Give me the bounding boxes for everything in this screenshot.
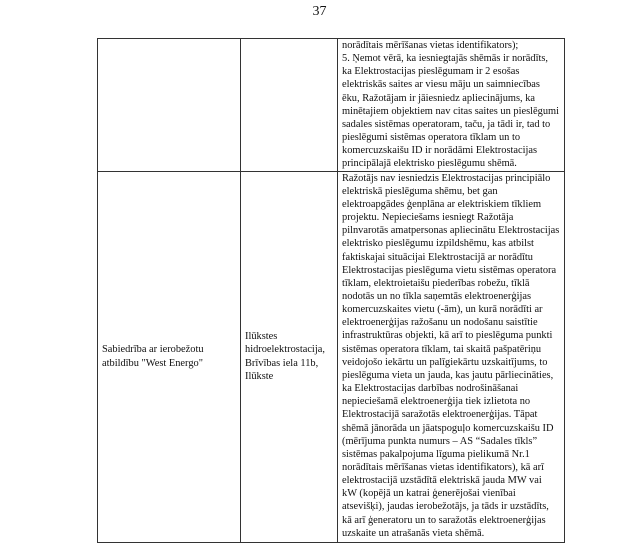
text-line: sadales sistēmas operatoram, taču, ja tādi ir, tad to bbox=[342, 118, 551, 130]
text-line: principālajā elektrisko pieslēgumu shēmā. bbox=[342, 158, 517, 170]
table-row bbox=[98, 39, 565, 172]
text-line: (mērījuma punkta numurs – AS “Sadales tīkls” bbox=[342, 435, 538, 447]
text-line: minētajiem objektiem nav citas saites un pieslēgumi bbox=[342, 105, 559, 117]
text-line: 5. Ņemot vērā, ka iesniegtajās shēmās ir norādīts, bbox=[342, 53, 549, 65]
text-line: elektriskā pieslēguma shēmu, bet gan bbox=[342, 185, 498, 197]
text-line: sistēmas operatora tīklam, tai skaitā pašpatēriņu bbox=[342, 343, 542, 355]
text-line: nepieciešamā elektroenerģija tiek izlietota no bbox=[342, 396, 531, 408]
text-line: norādītais mērīšanas vietas identifikators), kā arī bbox=[342, 462, 544, 473]
text-line: uzskaite un atrašanās vieta shēmā. bbox=[342, 527, 485, 539]
description-cell bbox=[338, 171, 565, 542]
text-line: elektroenerģijas ražošanu un nodošanu saistītie bbox=[342, 317, 538, 329]
text-line: veidojošo iekārtu un palīgiekārtu uzskaitījums, to bbox=[342, 356, 548, 368]
location-line: Ilūkste bbox=[245, 370, 274, 382]
text-line: elektrostacijā uzstādītā elektriskā jauda MW vai bbox=[342, 475, 542, 487]
text-line: pilnvarotās amatpersonas apliecinātu Elektrostacijas bbox=[342, 225, 560, 237]
entity-cell bbox=[98, 39, 241, 172]
text-line: tīklam, elektroietaišu piederības robežu, tīklā bbox=[342, 277, 530, 289]
text-line: ēku, Ražotājam ir jāiesniedz apliecinājums, ka bbox=[342, 92, 536, 104]
text-line: komercuzskaites vietu (-ām), un kurā norādīti ar bbox=[342, 304, 543, 316]
text-line: ka Elektrostacijas pieslēgumam ir 2 esošas bbox=[342, 66, 520, 78]
text-line: nodotās un no tīkla saņemtās elektroenerģijas bbox=[342, 290, 531, 302]
text-line: elektrisko pieslēgumu izpildshēmu, kas atbilst bbox=[342, 238, 534, 250]
text-line: faktiskajai situācijai Elektrostacijā ar norādītu bbox=[342, 251, 533, 263]
text-line: elektriskās saites ar viesu māju un saimniecības bbox=[342, 79, 540, 91]
text-line: atsevišķi), jaudas ierobežotājs, ja tāds ir uzstādīts, bbox=[342, 501, 549, 513]
location-line: Ilūkstes bbox=[245, 331, 278, 343]
location-line: Brīvības iela 11b, bbox=[245, 357, 319, 369]
entity-cell bbox=[98, 171, 241, 542]
text-line: ka Elektrostacijas darbības nodrošināšanai bbox=[342, 383, 519, 395]
page-number: 37 bbox=[312, 4, 327, 19]
text-line: infrastruktūras objekti, kā arī to pieslēguma punkti bbox=[342, 330, 553, 342]
text-line: kW (kopējā un katrai ģenerējošai vienībai bbox=[342, 488, 516, 500]
text-line: Elektrostacijā saražotās elektroenerģijas. Tāpat bbox=[342, 409, 538, 421]
text-line: kā arī ģeneratoru un to saražotās elektroenerģijas bbox=[342, 514, 546, 526]
text-line: norādītais mērīšanas vietas identifikators); bbox=[342, 40, 519, 51]
text-line: pieslēguma vieta un jauda, kas jautu pārliecināties, bbox=[342, 369, 554, 381]
text-line: pieslēgumi sistēmas operatora tīklam un to bbox=[342, 132, 521, 144]
entity-name: Sabiedrība ar ierobežotu atbildību "West Energo" bbox=[102, 344, 204, 369]
text-line: Ražotājs nav iesniedzis Elektrostacijas principiālo bbox=[342, 172, 551, 184]
text-line: elektroapgādes ģenplāna ar elektriskiem tīkliem bbox=[342, 198, 542, 210]
location-cell bbox=[241, 39, 338, 172]
text-line: sistēmas pakalpojuma līguma pielikumā Nr.1 bbox=[342, 448, 530, 460]
location-cell bbox=[241, 171, 338, 542]
decision-table bbox=[97, 38, 565, 543]
text-line: komercuzskaišu ID ir norādāmi Elektrostacijas bbox=[342, 145, 538, 157]
text-line: projektu. Nepieciešams iesniegt Ražotāja bbox=[342, 212, 514, 224]
text-line: shēmā jānorāda un jāatspoguļo komercuzskaišu ID bbox=[342, 422, 554, 434]
table-row bbox=[98, 171, 565, 542]
location-line: hidroelektrostacija, bbox=[245, 344, 325, 356]
description-cell bbox=[338, 39, 565, 172]
text-line: Elektrostacijas pieslēguma vietu sistēmas operatora bbox=[342, 264, 557, 276]
